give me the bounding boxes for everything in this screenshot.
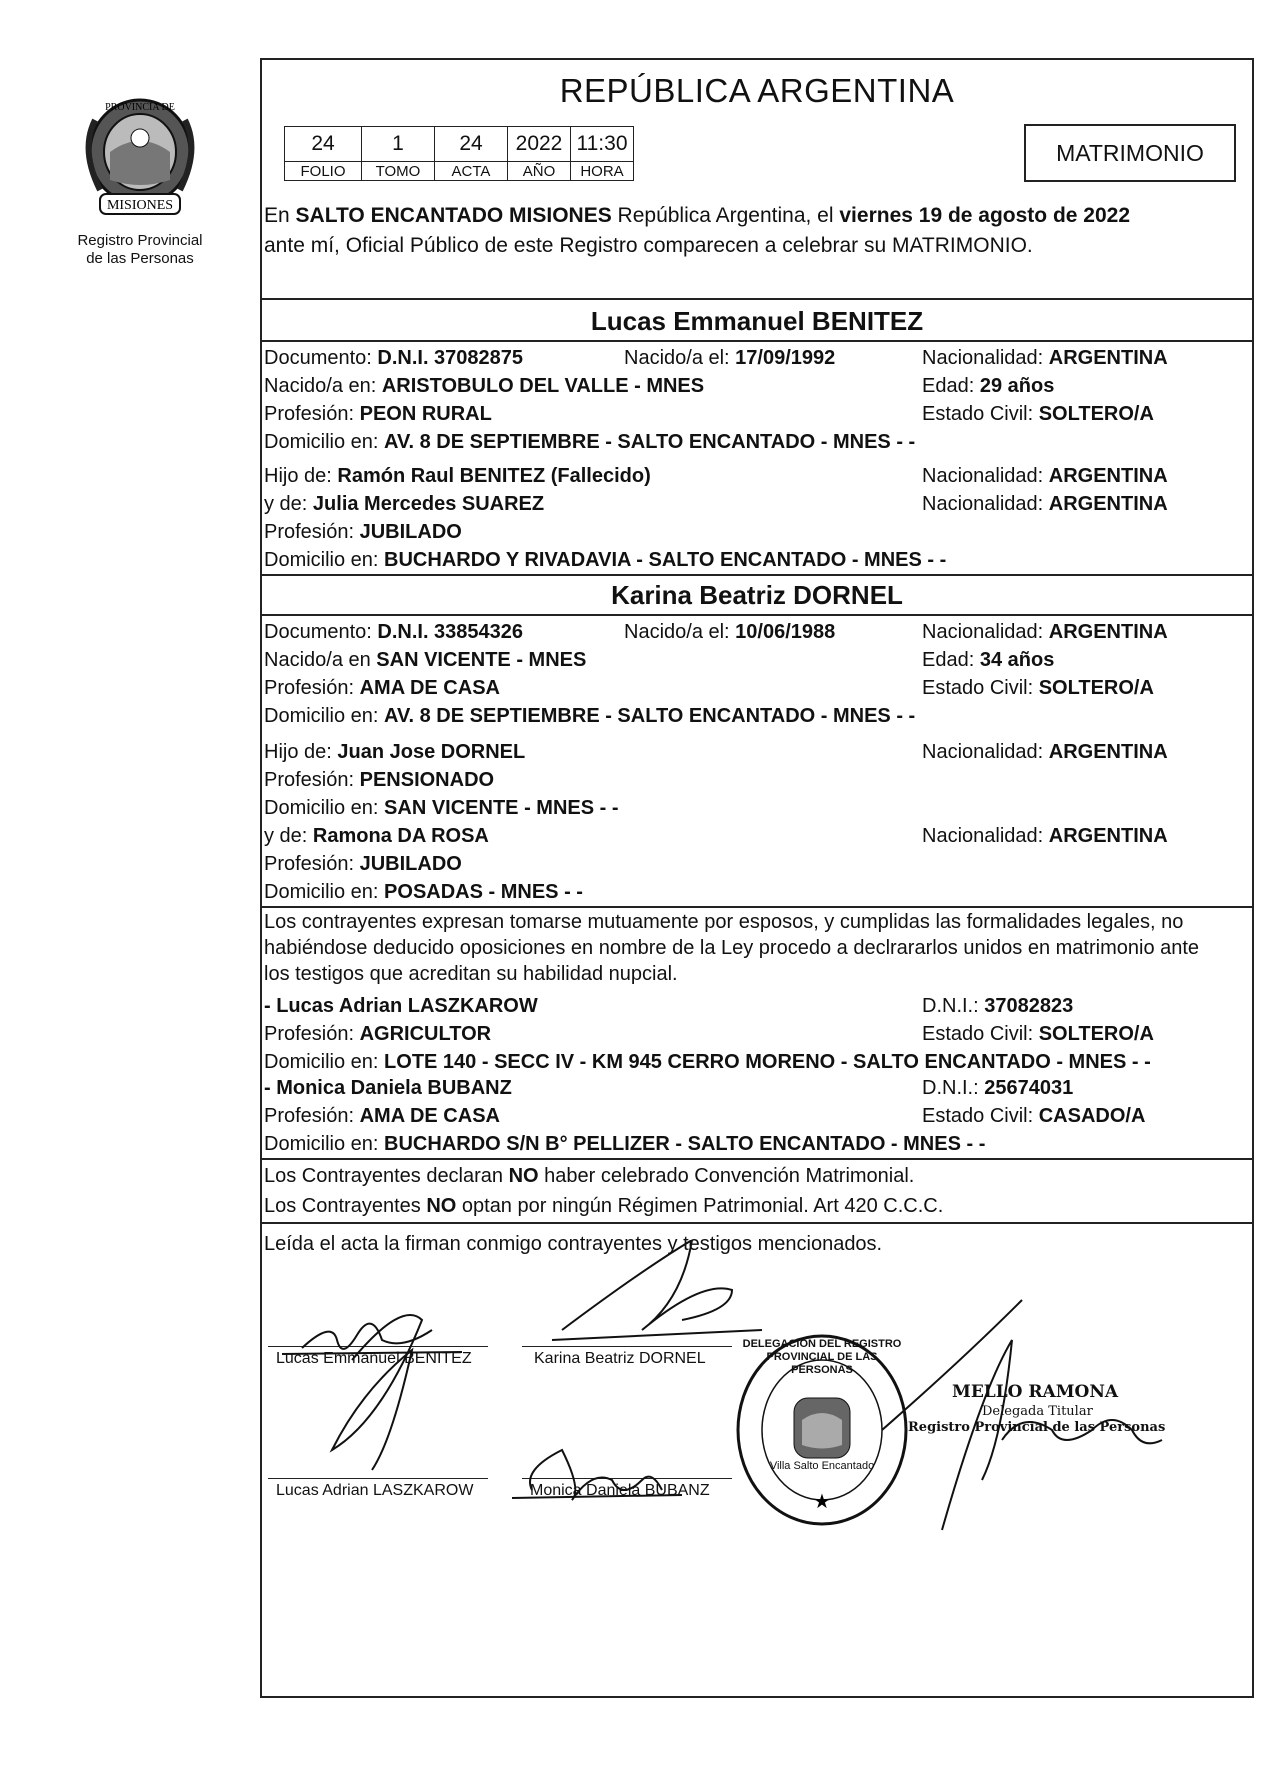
witness2-name: - Monica Daniela BUBANZ — [264, 1077, 512, 1099]
spouse1-nationality: Nacionalidad: ARGENTINA — [922, 347, 1168, 369]
witness1-name: - Lucas Adrian LASZKAROW — [264, 995, 538, 1017]
witness1-dni: D.N.I.: 37082823 — [922, 995, 1074, 1017]
declaration-line2: habiéndose deducido oposiciones en nombre de la Ley procedo a declrararlos unidos en matrimonio ante — [264, 937, 1200, 959]
spouse1-profession: Profesión: PEON RURAL — [264, 403, 492, 425]
signature-label-witness2: Monica Daniela BUBANZ — [530, 1482, 710, 1499]
spouse2-father-profession: Profesión: PENSIONADO — [264, 769, 495, 791]
spouse2-name: Karina Beatriz DORNEL — [611, 580, 903, 610]
official-organization: Registro Provincial de las Personas — [908, 1420, 1166, 1435]
acta-value: 24 — [435, 127, 508, 162]
acta-label: ACTA — [435, 162, 508, 181]
spouse2-mother: y de: Ramona DA ROSA — [264, 825, 489, 847]
record-reference-table — [284, 126, 634, 181]
spouse1-parent-profession: Profesión: JUBILADO — [264, 521, 462, 543]
witness2-civil-status: Estado Civil: CASADO/A — [922, 1105, 1146, 1127]
spouse1-address: Domicilio en: AV. 8 DE SEPTIEMBRE - SALTO ENCANTADO - MNES - - — [264, 431, 916, 453]
spouse2-father-nationality: Nacionalidad: ARGENTINA — [922, 741, 1168, 763]
signature-label-witness1: Lucas Adrian LASZKAROW — [276, 1482, 474, 1499]
spouse1-birthdate: Nacido/a el: 17/09/1992 — [624, 347, 836, 369]
spouse2-mother-address: Domicilio en: POSADAS - MNES - - — [264, 881, 583, 903]
folio-value: 24 — [285, 127, 362, 162]
convention-statement: Los Contrayentes declaran NO haber celebrado Convención Matrimonial. — [264, 1165, 915, 1187]
witness2-address: Domicilio en: BUCHARDO S/N B° PELLIZER - SALTO ENCANTADO - MNES - - — [264, 1133, 986, 1155]
spouse2-mother-nationality: Nacionalidad: ARGENTINA — [922, 825, 1168, 847]
certificate-frame — [260, 58, 1254, 1698]
spouse1-age: Edad: 29 años — [922, 375, 1055, 397]
spouse2-profession: Profesión: AMA DE CASA — [264, 677, 500, 699]
registry-seal-logo — [70, 90, 210, 220]
spouse1-civil-status: Estado Civil: SOLTERO/A — [922, 403, 1154, 425]
spouse1-mother-nationality: Nacionalidad: ARGENTINA — [922, 493, 1168, 515]
spouse2-address: Domicilio en: AV. 8 DE SEPTIEMBRE - SALTO ENCANTADO - MNES - - — [264, 705, 916, 727]
signature-label-spouse1: Lucas Emmanuel BENITEZ — [276, 1350, 472, 1367]
hour-value: 11:30 — [571, 127, 634, 162]
stamp-outer-text: DELEGACION DEL REGISTRO PROVINCIAL DE LAS PERSONAS — [742, 1338, 902, 1376]
witness2-profession: Profesión: AMA DE CASA — [264, 1105, 500, 1127]
spouse1-birthplace: Nacido/a en: ARISTOBULO DEL VALLE - MNES — [264, 375, 705, 397]
declaration-line3: los testigos que acreditan su habilidad nupcial. — [264, 963, 678, 985]
official-name: MELLO RAMONA — [952, 1382, 1119, 1402]
intro-line1: En SALTO ENCANTADO MISIONES República Argentina, el viernes 19 de agosto de 2022 — [264, 204, 1131, 227]
spouse1-document: Documento: D.N.I. 37082875 — [264, 347, 524, 369]
logo-caption-line1: Registro Provincial — [77, 232, 203, 249]
seal-text-bottom: MISIONES — [106, 198, 174, 213]
logo-caption-line2: de las Personas — [86, 250, 194, 267]
logo-caption — [40, 232, 240, 268]
record-type-box: MATRIMONIO — [1024, 124, 1236, 182]
country-title: REPÚBLICA ARGENTINA — [559, 72, 955, 109]
spouse2-civil-status: Estado Civil: SOLTERO/A — [922, 677, 1154, 699]
spouse1-mother: y de: Julia Mercedes SUAREZ — [264, 493, 545, 515]
witness1-profession: Profesión: AGRICULTOR — [264, 1023, 492, 1045]
hour-label: HORA — [571, 162, 634, 181]
spouse2-age: Edad: 34 años — [922, 649, 1055, 671]
seal-text-top: PROVINCIA DE — [105, 102, 175, 113]
tomo-value: 1 — [362, 127, 435, 162]
witness1-civil-status: Estado Civil: SOLTERO/A — [922, 1023, 1154, 1045]
year-label: AÑO — [508, 162, 571, 181]
folio-label: FOLIO — [285, 162, 362, 181]
declaration-line1: Los contrayentes expresan tomarse mutuamente por esposos, y cumplidas las formalidades legales, no — [264, 911, 1184, 933]
signatures-intro: Leída el acta la firman conmigo contrayentes y testigos mencionados. — [264, 1233, 883, 1255]
spouse1-name: Lucas Emmanuel BENITEZ — [590, 306, 924, 336]
stamp-inner-text: Villa Salto Encantado — [769, 1460, 875, 1472]
spouse2-nationality: Nacionalidad: ARGENTINA — [922, 621, 1168, 643]
svg-text:★: ★ — [813, 1491, 831, 1513]
year-value: 2022 — [508, 127, 571, 162]
spouse1-father: Hijo de: Ramón Raul BENITEZ (Fallecido) — [264, 465, 651, 487]
spouse1-parent-address: Domicilio en: BUCHARDO Y RIVADAVIA - SALTO ENCANTADO - MNES - - — [264, 549, 947, 571]
tomo-label: TOMO — [362, 162, 435, 181]
witness1-address: Domicilio en: LOTE 140 - SECC IV - KM 945 CERRO MORENO - SALTO ENCANTADO - MNES - - — [264, 1051, 1151, 1073]
spouse1-father-nationality: Nacionalidad: ARGENTINA — [922, 465, 1168, 487]
spouse2-father: Hijo de: Juan Jose DORNEL — [264, 741, 526, 763]
witness2-dni: D.N.I.: 25674031 — [922, 1077, 1074, 1099]
spouse2-birthplace: Nacido/a en SAN VICENTE - MNES — [264, 649, 587, 671]
intro-line2: ante mí, Oficial Público de este Registro comparecen a celebrar su MATRIMONIO. — [264, 234, 1033, 257]
spouse2-father-address: Domicilio en: SAN VICENTE - MNES - - — [264, 797, 619, 819]
spouse2-document: Documento: D.N.I. 33854326 — [264, 621, 524, 643]
regime-statement: Los Contrayentes NO optan por ningún Régimen Patrimonial. Art 420 C.C.C. — [264, 1195, 944, 1217]
spouse2-birthdate: Nacido/a el: 10/06/1988 — [624, 621, 836, 643]
signature-label-spouse2: Karina Beatriz DORNEL — [534, 1350, 706, 1367]
official-title: Delegada Titular — [982, 1404, 1093, 1419]
spouse2-mother-profession: Profesión: JUBILADO — [264, 853, 462, 875]
